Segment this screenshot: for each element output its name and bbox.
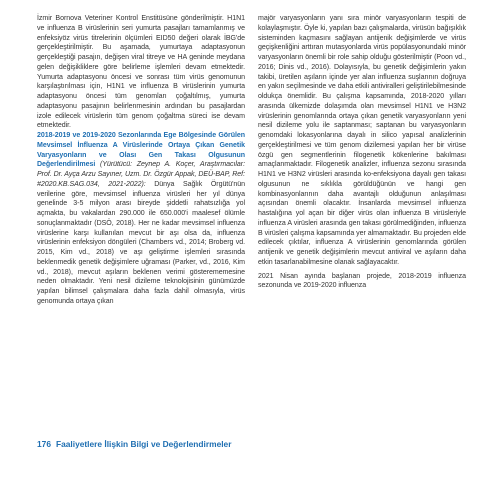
paragraph: İzmir Bornova Veteriner Kontrol Enstitüsüne gönderilmiştir. H1N1 ve influenza B virüslerinin seri yumurta pasajları tamamlanmış ve enfeksiyöz virüs titrelerinin ölçümleri EID50 değeri olarak İBG'de gerçekleştirilmiştir. Bu aşamada, yumurtaya adaptasyonun gerçekleştiği pasajın, değişen viral titreye ve HA geninde meydana gelen değişikliklere göre belirleme işlemleri devam etmektedir. Yumurta adaptasyonu öncesi ve sonrası tüm virüs genomunun karşılaştırılması için, H1N1 ve influenza B virüslerinin yumurta adaptasyonu öncesi tüm genomları çoğaltılmış, yumurta adaptasyonu pasajının belirlenmesinin ardından bu pasajlardan izole edilecek virüslerin tüm genom çoğaltma süreci ise devam etmektedir. bbox=[37, 15, 245, 130]
page-number: 176 bbox=[37, 439, 51, 449]
footer-title: Faaliyetlere İlişkin Bilgi ve Değerlendirmeler bbox=[55, 439, 232, 449]
section-heading-note: (Yürütücü: Zeynep A. Koçer, Araştırmacılar: Prof. Dr. Ayça Arzu Sayıner, Uzm. Dr. Özgür Appak, DEÜ-BAP, Ref: #2020.KB.SAG.034, 2021-2022): bbox=[37, 161, 245, 188]
section-heading-title: 2018-2019 ve 2019-2020 Sezonlarında Ege Bölgesinde Görülen Mevsimsel İnfluenza A Virüslerinde Ortaya Çıkan Genetik Varyasyonların ve Olası Gen Takası Olgusunun Değerlendirilmesi bbox=[37, 132, 245, 169]
paragraph: majör varyasyonların yanı sıra minör varyasyonların tespiti de kolaylaşmıştır. Öyle ki, yapılan bazı çalışmalarda, virüsün bağışıklık sisteminden kaçmasını sağlayan antijenik değişimlerde ve virüs geçişkenliğini arttıran mutasyonlarda virüs popülasyonundaki minör varyasyonların önemli bir role sahip olduğu gösterilmiştir (Poon vd., 2016; Dinis vd., 2016). Dolayısıyla, bu genetik değişimlerin yakın takibi, üretilen aşıların içinde yer alan influenza suşlarının doğruya en yakın seçilmesinde ve daha etkili antiviralleri geliştirilebilmesinde oldukça önemlidir. Bu çalışma kapsamında, 2018-2020 yılları arasında ülkemizde dolaşımda olan mevsimsel H1N1 ve H3N2 virüslerinin genomlarında ortaya çıkan genetik varyasyonların yeni nesil dizileme yolu ile saptanması; saptanan bu varyasyonların genomdaki lokasyonlarına dayalı in silico yapısal analizlerinin gerçekleştirilmesi ve tüm genom dizilemesi yapılan her bir virüse özgü gen segmentlerinin filogenetik kökenlerine bakılması amaçlanmaktadır. Filogenetik analizler, influenza sezonu sırasında H1N1 ve H3N2 virüsleri arasında ko-enfeksiyona dayalı gen takası olgusunun ne sıklıkla görüldüğünün ve hangi gen kombinasyonlarının daha avantajlı olduğunun anlaşılması açısından önemli olacaktır. İnsanlarda mevsimsel influenza hastalığına yol açan bir diğer virüs olan influenza B virüsleriyle influenza A virüsleri arasında gen takası görülmediğinden, influenza B virüsleri çalışma kapsamında yer almamaktadır. Bu projeden elde edilecek çıktılar, influenza A virüslerinin genomlarında görülen antijenik ve genetik değişimlerin mevcut antiviral ve aşıların daha etkin tasarlanabilmesine olanak sağlayacaktır. bbox=[258, 15, 466, 266]
page-footer bbox=[37, 437, 231, 451]
paragraph: 2021 Nisan ayında başlanan projede, 2018-2019 influenza sezonunda ve 2019-2020 influenza bbox=[258, 272, 466, 290]
paragraph: Dünya Sağlık Örgütü'nün verilerine göre, mevsimsel influenza virüsleri her yıl dünya genelinde 3-5 milyon arası bireyde şiddetli rahatsızlığa yol açmakta, bu vakalardan 290.000 ile 650.000'i maalesef ölümle sonuçlanmaktadır (DSÖ, 2018). Her ne kadar mevsimsel influenza virüslerine karşı kullanılan mevcut bir aşı olsa da, influenza virüslerinin enfeksiyon döngüleri (Chambers vd., 2014; Broberg vd. 2015, Kim vd., 2018) ve aşı geliştirme işlemleri sırasında beklenmedik genetik değişimlere uğraması (Parker, vd., 2016, Kim vd., 2018), mevcut aşıların beklenen verimi gösterememesine neden olmaktadır. Yeni nesil dizileme teknolojisinin günümüzde yapılan bilimsel çalışmalara daha fazla dahil olmasıyla, virüs genomunda ortaya çıkan bbox=[37, 180, 245, 305]
left-column bbox=[37, 14, 245, 307]
right-column bbox=[258, 14, 466, 291]
section-heading bbox=[37, 131, 245, 307]
